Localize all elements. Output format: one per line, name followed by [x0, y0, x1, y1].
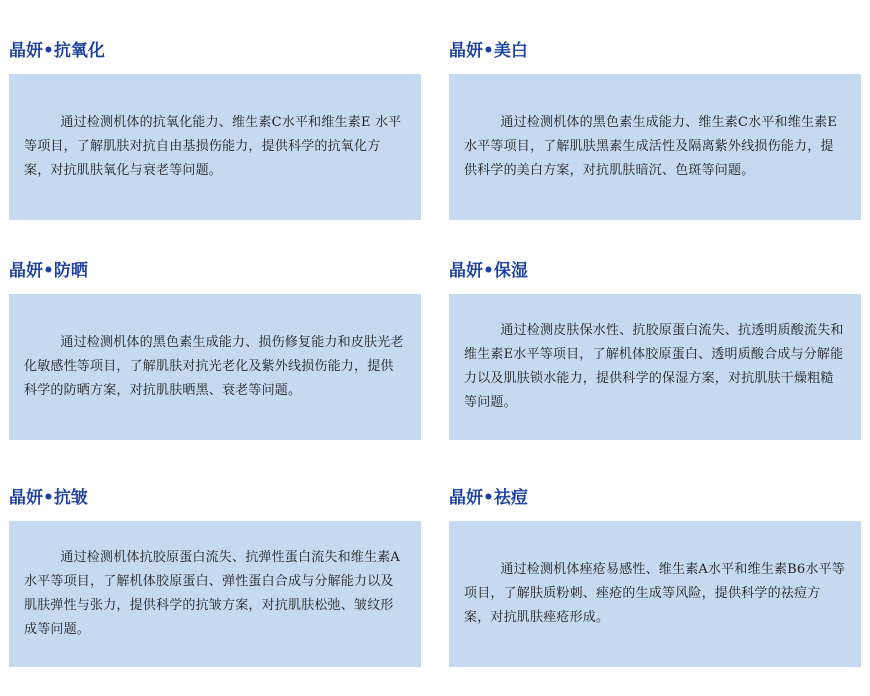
card-description-box: [449, 74, 861, 220]
card-description: 通过检测机体的黑色素生成能力、维生素C水平和维生素E水平等项目，了解肌肤黑素生成活性及隔离紫外线损伤能力，提供科学的美白方案，对抗肌肤暗沉、色斑等问题。: [464, 115, 838, 178]
card-title: 晶妍•抗皱: [9, 488, 88, 508]
card-title: 晶妍•防晒: [9, 261, 88, 281]
card-description-box: [449, 294, 861, 440]
card-description-box: [9, 521, 421, 667]
card-title: 晶妍•保湿: [449, 261, 528, 281]
card-description-box: [9, 74, 421, 220]
card-title: 晶妍•抗氧化: [9, 41, 105, 61]
card-title: 晶妍•祛痘: [449, 488, 528, 508]
card-title: 晶妍•美白: [449, 41, 528, 61]
card-description: 通过检测机体痤疮易感性、维生素A水平和维生素B6水平等项目，了解肤质粉刺、痤疮的生成等风险，提供科学的祛痘方案，对抗肌肤痤疮形成。: [464, 562, 846, 625]
card-description-box: [9, 294, 421, 440]
card-description: 通过检测机体抗胶原蛋白流失、抗弹性蛋白流失和维生素A水平等项目，了解机体胶原蛋白、弹性蛋白合成与分解能力以及肌肤弹性与张力，提供科学的抗皱方案，对抗肌肤松弛、皱纹形成等问题。: [24, 550, 400, 637]
card-description-box: [449, 521, 861, 667]
card-description: 通过检测皮肤保水性、抗胶原蛋白流失、抗透明质酸流失和维生素E水平等项目，了解机体胶原蛋白、透明质酸合成与分解能力以及肌肤锁水能力，提供科学的保湿方案，对抗肌肤干燥粗糙等问题。: [464, 323, 844, 410]
card-description: 通过检测机体的黑色素生成能力、损伤修复能力和皮肤光老化敏感性等项目，了解肌肤对抗光老化及紫外线损伤能力，提供科学的防晒方案，对抗肌肤晒黑、衰老等问题。: [24, 335, 404, 398]
card-description: 通过检测机体的抗氧化能力、维生素C水平和维生素E 水平等项目，了解肌肤对抗自由基损伤能力，提供科学的抗氧化方案，对抗肌肤氧化与衰老等问题。: [24, 115, 402, 178]
